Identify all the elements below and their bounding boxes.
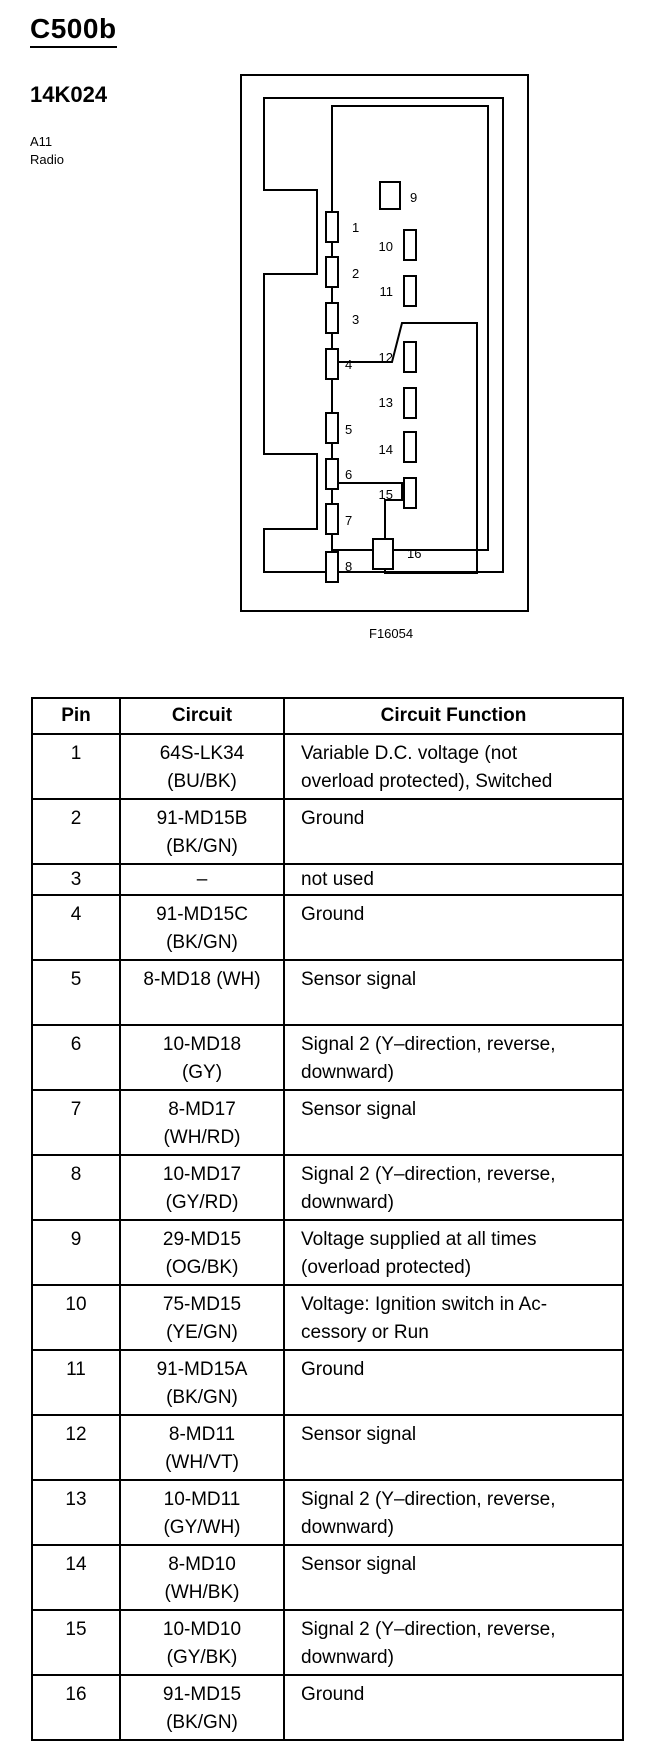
pin-number-cell: 3 <box>32 864 120 895</box>
circuit-cell <box>120 1220 284 1285</box>
circuit-function-line: Variable D.C. voltage (not <box>301 743 518 764</box>
circuit-function-line: Voltage supplied at all times <box>301 1229 537 1250</box>
circuit-line: 29-MD15 <box>162 1229 242 1250</box>
pin-label: 8 <box>345 559 353 574</box>
table-row <box>32 1480 623 1545</box>
part-number: 14K024 <box>30 82 108 107</box>
circuit-line: (WH/BK) <box>164 1582 240 1603</box>
circuit-cell <box>120 1285 284 1350</box>
circuit-function-line: Ground <box>301 1684 365 1705</box>
pin-label: 15 <box>378 487 393 502</box>
circuit-line: (GY/RD) <box>165 1192 239 1213</box>
pin-cavity <box>373 539 393 569</box>
circuit-line: 10-MD10 <box>162 1619 242 1640</box>
circuit-cell <box>120 799 284 864</box>
pin-cavity <box>380 182 400 209</box>
table-row <box>32 1350 623 1415</box>
circuit-function-cell <box>284 1285 623 1350</box>
circuit-function-line: downward) <box>301 1517 394 1538</box>
pin-number-cell: 15 <box>32 1610 120 1675</box>
circuit-function-cell <box>284 1545 623 1610</box>
circuit-line: (BK/GN) <box>166 836 238 857</box>
pin-number-cell: 6 <box>32 1025 120 1090</box>
circuit-line: 10-MD18 <box>162 1034 242 1055</box>
circuit-line: 75-MD15 <box>162 1294 242 1315</box>
pin-number-cell: 12 <box>32 1415 120 1480</box>
pin-label: 4 <box>345 357 353 372</box>
component-name: Radio <box>30 152 64 167</box>
pin-number-cell: 16 <box>32 1675 120 1740</box>
column-header-circuit-function: Circuit Function <box>284 698 623 734</box>
circuit-line: 91-MD15B <box>156 808 248 829</box>
pin-number-cell: 10 <box>32 1285 120 1350</box>
circuit-cell <box>120 1025 284 1090</box>
circuit-cell <box>120 864 284 895</box>
pin-cavity <box>326 303 338 333</box>
pin-cavity <box>404 478 416 508</box>
table-header-row <box>32 698 623 734</box>
circuit-line: (GY/BK) <box>166 1647 238 1668</box>
circuit-cell <box>120 1155 284 1220</box>
table-row <box>32 1025 623 1090</box>
circuit-function-cell <box>284 1480 623 1545</box>
pin-number-cell: 2 <box>32 799 120 864</box>
circuit-line: 91-MD15 <box>162 1684 242 1705</box>
pin-cavity <box>404 230 416 260</box>
circuit-line: (BK/GN) <box>166 932 238 953</box>
figure-code: F16054 <box>369 626 414 641</box>
circuit-line: (GY) <box>181 1062 223 1083</box>
circuit-function-line: downward) <box>301 1647 394 1668</box>
table-row <box>32 895 623 960</box>
circuit-line: (WH/RD) <box>163 1127 241 1148</box>
circuit-cell <box>120 1675 284 1740</box>
pin-label: 9 <box>410 190 418 205</box>
pin-label: 2 <box>352 266 360 281</box>
pin-cavity <box>326 212 338 242</box>
pin-cavity <box>404 388 416 418</box>
pin-layer <box>326 182 421 582</box>
pin-label: 6 <box>345 467 353 482</box>
pin-label: 5 <box>345 422 353 437</box>
circuit-cell <box>120 1350 284 1415</box>
circuit-line: – <box>196 869 208 890</box>
table-row <box>32 960 623 1025</box>
circuit-cell <box>120 895 284 960</box>
table-row <box>32 1285 623 1350</box>
table-row <box>32 1415 623 1480</box>
pin-number-cell: 7 <box>32 1090 120 1155</box>
connector-face-diagram <box>240 74 530 614</box>
column-header-pin: Pin <box>32 698 120 734</box>
circuit-function-line: Signal 2 (Y–direction, reverse, <box>301 1034 556 1055</box>
table-row <box>32 1675 623 1740</box>
circuit-cell <box>120 1610 284 1675</box>
pin-label: 1 <box>352 220 360 235</box>
circuit-cell <box>120 1480 284 1545</box>
pin-cavity <box>404 276 416 306</box>
pin-cavity <box>404 432 416 462</box>
location-block <box>30 133 64 169</box>
pin-cavity <box>404 342 416 372</box>
pin-label: 16 <box>407 546 422 561</box>
circuit-function-cell <box>284 799 623 864</box>
circuit-function-line: overload protected), Switched <box>301 771 553 792</box>
pin-number-cell: 11 <box>32 1350 120 1415</box>
circuit-function-cell <box>284 895 623 960</box>
circuit-function-line: Signal 2 (Y–direction, reverse, <box>301 1489 556 1510</box>
circuit-function-cell <box>284 960 623 1025</box>
circuit-function-cell <box>284 1610 623 1675</box>
circuit-cell <box>120 1090 284 1155</box>
circuit-line: 10-MD17 <box>162 1164 242 1185</box>
circuit-line: 10-MD11 <box>163 1489 241 1510</box>
pin-cavity <box>326 459 338 489</box>
circuit-line: 91-MD15C <box>156 904 248 925</box>
table-row <box>32 1090 623 1155</box>
table-row <box>32 799 623 864</box>
circuit-function-cell <box>284 864 623 895</box>
pin-number-cell: 9 <box>32 1220 120 1285</box>
pin-cavity <box>326 257 338 287</box>
circuit-function-cell <box>284 1220 623 1285</box>
circuit-line: (BK/GN) <box>166 1712 238 1733</box>
pin-number-cell: 4 <box>32 895 120 960</box>
pin-label: 14 <box>378 442 393 457</box>
circuit-function-line: cessory or Run <box>301 1322 429 1343</box>
pin-cavity <box>326 413 338 443</box>
pin-number-cell: 8 <box>32 1155 120 1220</box>
circuit-function-line: Signal 2 (Y–direction, reverse, <box>301 1164 556 1185</box>
circuit-function-line: downward) <box>301 1062 394 1083</box>
circuit-line: (YE/GN) <box>166 1322 238 1343</box>
circuit-line: 91-MD15A <box>156 1359 248 1380</box>
circuit-line: (BU/BK) <box>167 771 237 792</box>
circuit-line: 8-MD17 <box>168 1099 236 1120</box>
circuit-function-line: not used <box>301 869 374 890</box>
connector-title: C500b <box>30 14 117 48</box>
location-code: A11 <box>30 134 53 149</box>
pin-number-cell: 13 <box>32 1480 120 1545</box>
circuit-line: 8-MD11 <box>168 1424 236 1445</box>
pin-cavity <box>326 552 338 582</box>
table-row <box>32 1610 623 1675</box>
circuit-line: (BK/GN) <box>166 1387 238 1408</box>
table-row <box>32 1220 623 1285</box>
pinout-table <box>31 697 624 1741</box>
circuit-cell <box>120 1545 284 1610</box>
circuit-function-line: Ground <box>301 904 365 925</box>
pin-cavity <box>326 349 338 379</box>
circuit-function-line: Sensor signal <box>301 969 417 990</box>
circuit-function-cell <box>284 1675 623 1740</box>
table-row <box>32 1155 623 1220</box>
circuit-function-line: Signal 2 (Y–direction, reverse, <box>301 1619 556 1640</box>
circuit-function-line: downward) <box>301 1192 394 1213</box>
circuit-cell <box>120 734 284 799</box>
circuit-cell <box>120 960 284 1025</box>
table-row <box>32 1545 623 1610</box>
pinout-table-body <box>32 734 623 1740</box>
circuit-function-line: Sensor signal <box>301 1099 417 1120</box>
circuit-line: 8-MD10 <box>168 1554 236 1575</box>
circuit-line: (WH/VT) <box>165 1452 239 1473</box>
circuit-function-line: Sensor signal <box>301 1424 417 1445</box>
circuit-function-cell <box>284 734 623 799</box>
circuit-function-line: Voltage: Ignition switch in Ac- <box>301 1294 548 1315</box>
circuit-line: (OG/BK) <box>165 1257 239 1278</box>
pin-label: 13 <box>378 395 393 410</box>
circuit-function-cell <box>284 1025 623 1090</box>
table-row <box>32 734 623 799</box>
pin-label: 12 <box>378 350 393 365</box>
pin-number-cell: 5 <box>32 960 120 1025</box>
circuit-function-cell <box>284 1090 623 1155</box>
circuit-function-line: (overload protected) <box>301 1257 472 1278</box>
circuit-function-line: Sensor signal <box>301 1554 417 1575</box>
table-row <box>32 864 623 895</box>
circuit-function-line: Ground <box>301 1359 365 1380</box>
pin-number-cell: 14 <box>32 1545 120 1610</box>
circuit-function-cell <box>284 1350 623 1415</box>
pin-cavity <box>326 504 338 534</box>
circuit-function-cell <box>284 1415 623 1480</box>
circuit-function-line: Ground <box>301 808 365 829</box>
pin-label: 11 <box>379 284 393 299</box>
pin-label: 3 <box>352 312 360 327</box>
column-header-circuit: Circuit <box>120 698 284 734</box>
circuit-function-cell <box>284 1155 623 1220</box>
pin-label: 7 <box>345 513 353 528</box>
pin-label: 10 <box>378 239 393 254</box>
circuit-cell <box>120 1415 284 1480</box>
circuit-line: 64S-LK34 <box>159 743 245 764</box>
circuit-line: 8-MD18 (WH) <box>143 969 261 990</box>
pin-number-cell: 1 <box>32 734 120 799</box>
circuit-line: (GY/WH) <box>163 1517 241 1538</box>
